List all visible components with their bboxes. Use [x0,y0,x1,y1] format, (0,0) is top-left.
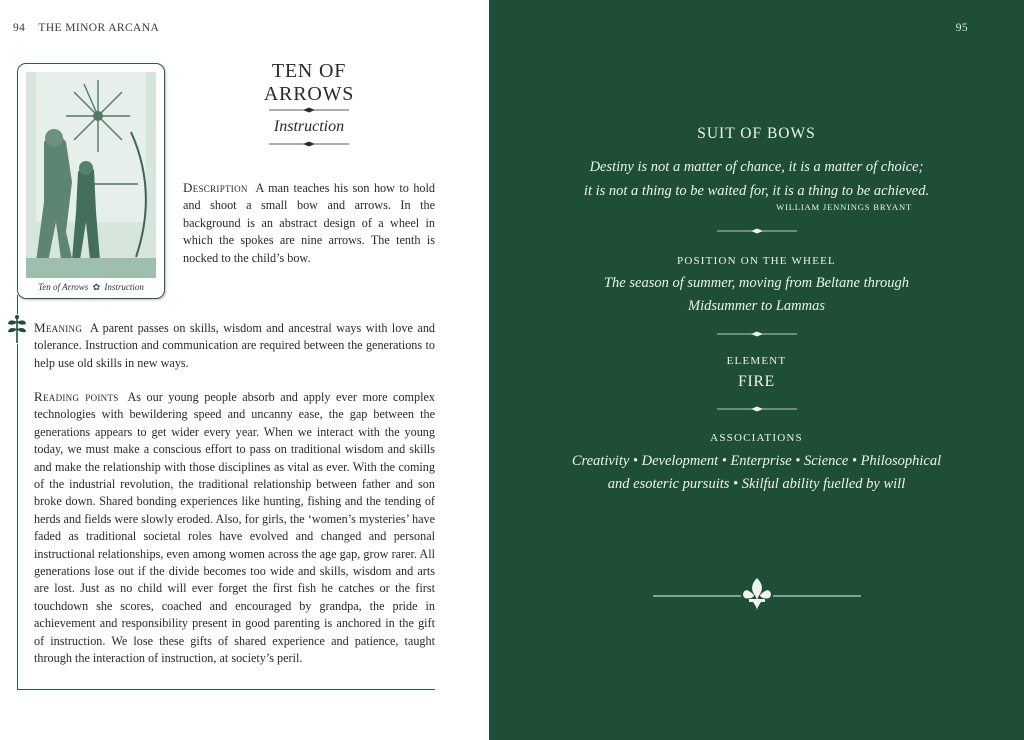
reading-points-text: As our young people absorb and apply ever more complex technologies with bewildering speed and uncanny ease, the gap between the generations appears to get wider every year. When we interact with the young today, we must make a conscious effort to pass on traditional wisdom and skills and make the relationship with those disciplines as vital as ever. With the coming of the industrial revolution, the traditional relationship between father and son broke down. Shared bonding experiences like hunting, fishing and the tending of herds and fields were slowly eroded. Also, for girls, the ‘women’s mysteries’ have faded as traditional societal roles have evolved and changed and personal instructional relationships, even among women across the age gap, grow rarer. All generations lose out if the divide becomes too wide and skills, wisdom and arts are lost. Just as no child will ever forget the first fish he catches or the first touchdown she scores, coached and encouraged by grandpa, the pride in achievement and responsibility present in good parenting is anchored in the gift of instruction. We lose these gifts of shared experience and patience, taught through the interaction of instruction, at society’s peril. [34,390,436,666]
associations-line-1: Creativity • Development • Enterprise • Science • Philosophical [571,453,942,469]
bottom-rule [17,689,435,690]
title-rule-top [269,106,349,114]
description-heading: Description [183,180,248,195]
page-title: TEN OF ARROWS [263,60,355,105]
position-text [489,272,1024,318]
right-page-number: 95 [955,22,968,34]
suit-title: SUIT OF BOWS [697,125,816,142]
position-label: POSITION ON THE WHEEL [677,255,836,267]
description-section [183,179,435,267]
description-text: A man teaches his son how to hold and shoot a small bow and arrows. In the background is an abstract design of a wheel in which the spokes are nine arrows. The tenth is nocked to the child’s bow. [183,181,436,265]
meaning-text: A parent passes on skills, wisdom and ancestral ways with love and tolerance. Instruction and communication are required between the generations to help use old skills in new ways. [34,321,436,370]
title-rule-bottom [269,140,349,148]
associations-label: ASSOCIATIONS [710,432,803,444]
quote [489,155,1024,203]
title-block [230,60,388,148]
quote-attribution: WILLIAM JENNINGS BRYANT [776,202,912,212]
running-head-title: THE MINOR ARCANA [38,22,160,34]
leaf-sprig-icon [5,314,29,344]
position-line-1: The season of summer, moving from Beltane through [603,275,910,291]
associations-line-2: and esoteric pursuits • Skilful ability fuelled by will [607,476,906,492]
tarot-card [17,63,165,299]
meaning-heading: Meaning [34,320,83,335]
divider-rule-2 [717,330,797,338]
reading-points-section [34,388,435,668]
left-page [0,0,489,740]
running-head [13,22,159,34]
right-page [489,0,1024,740]
page-subtitle: Instruction [273,118,345,135]
divider-rule-1 [717,227,797,235]
element-label: ELEMENT [726,355,787,367]
card-illustration [26,72,156,278]
card-caption-meaning: Instruction [104,282,144,292]
reading-points-heading: Reading points [34,389,119,404]
quote-line-1: Destiny is not a matter of chance, it is a matter of choice; [589,159,924,175]
side-rule [17,295,18,690]
quote-line-2: it is not a thing to be waited for, it is a thing to be achieved. [583,183,930,199]
card-caption-name: Ten of Arrows [38,282,89,292]
meaning-section [34,319,435,372]
flower-icon: ✿ [92,282,101,292]
left-page-number: 94 [13,22,26,34]
associations-text [489,450,1024,496]
element-value: FIRE [738,373,775,390]
fleur-de-lis-icon [653,576,861,612]
divider-rule-3 [717,405,797,413]
card-caption [18,282,164,293]
position-line-2: Midsummer to Lammas [688,298,825,314]
